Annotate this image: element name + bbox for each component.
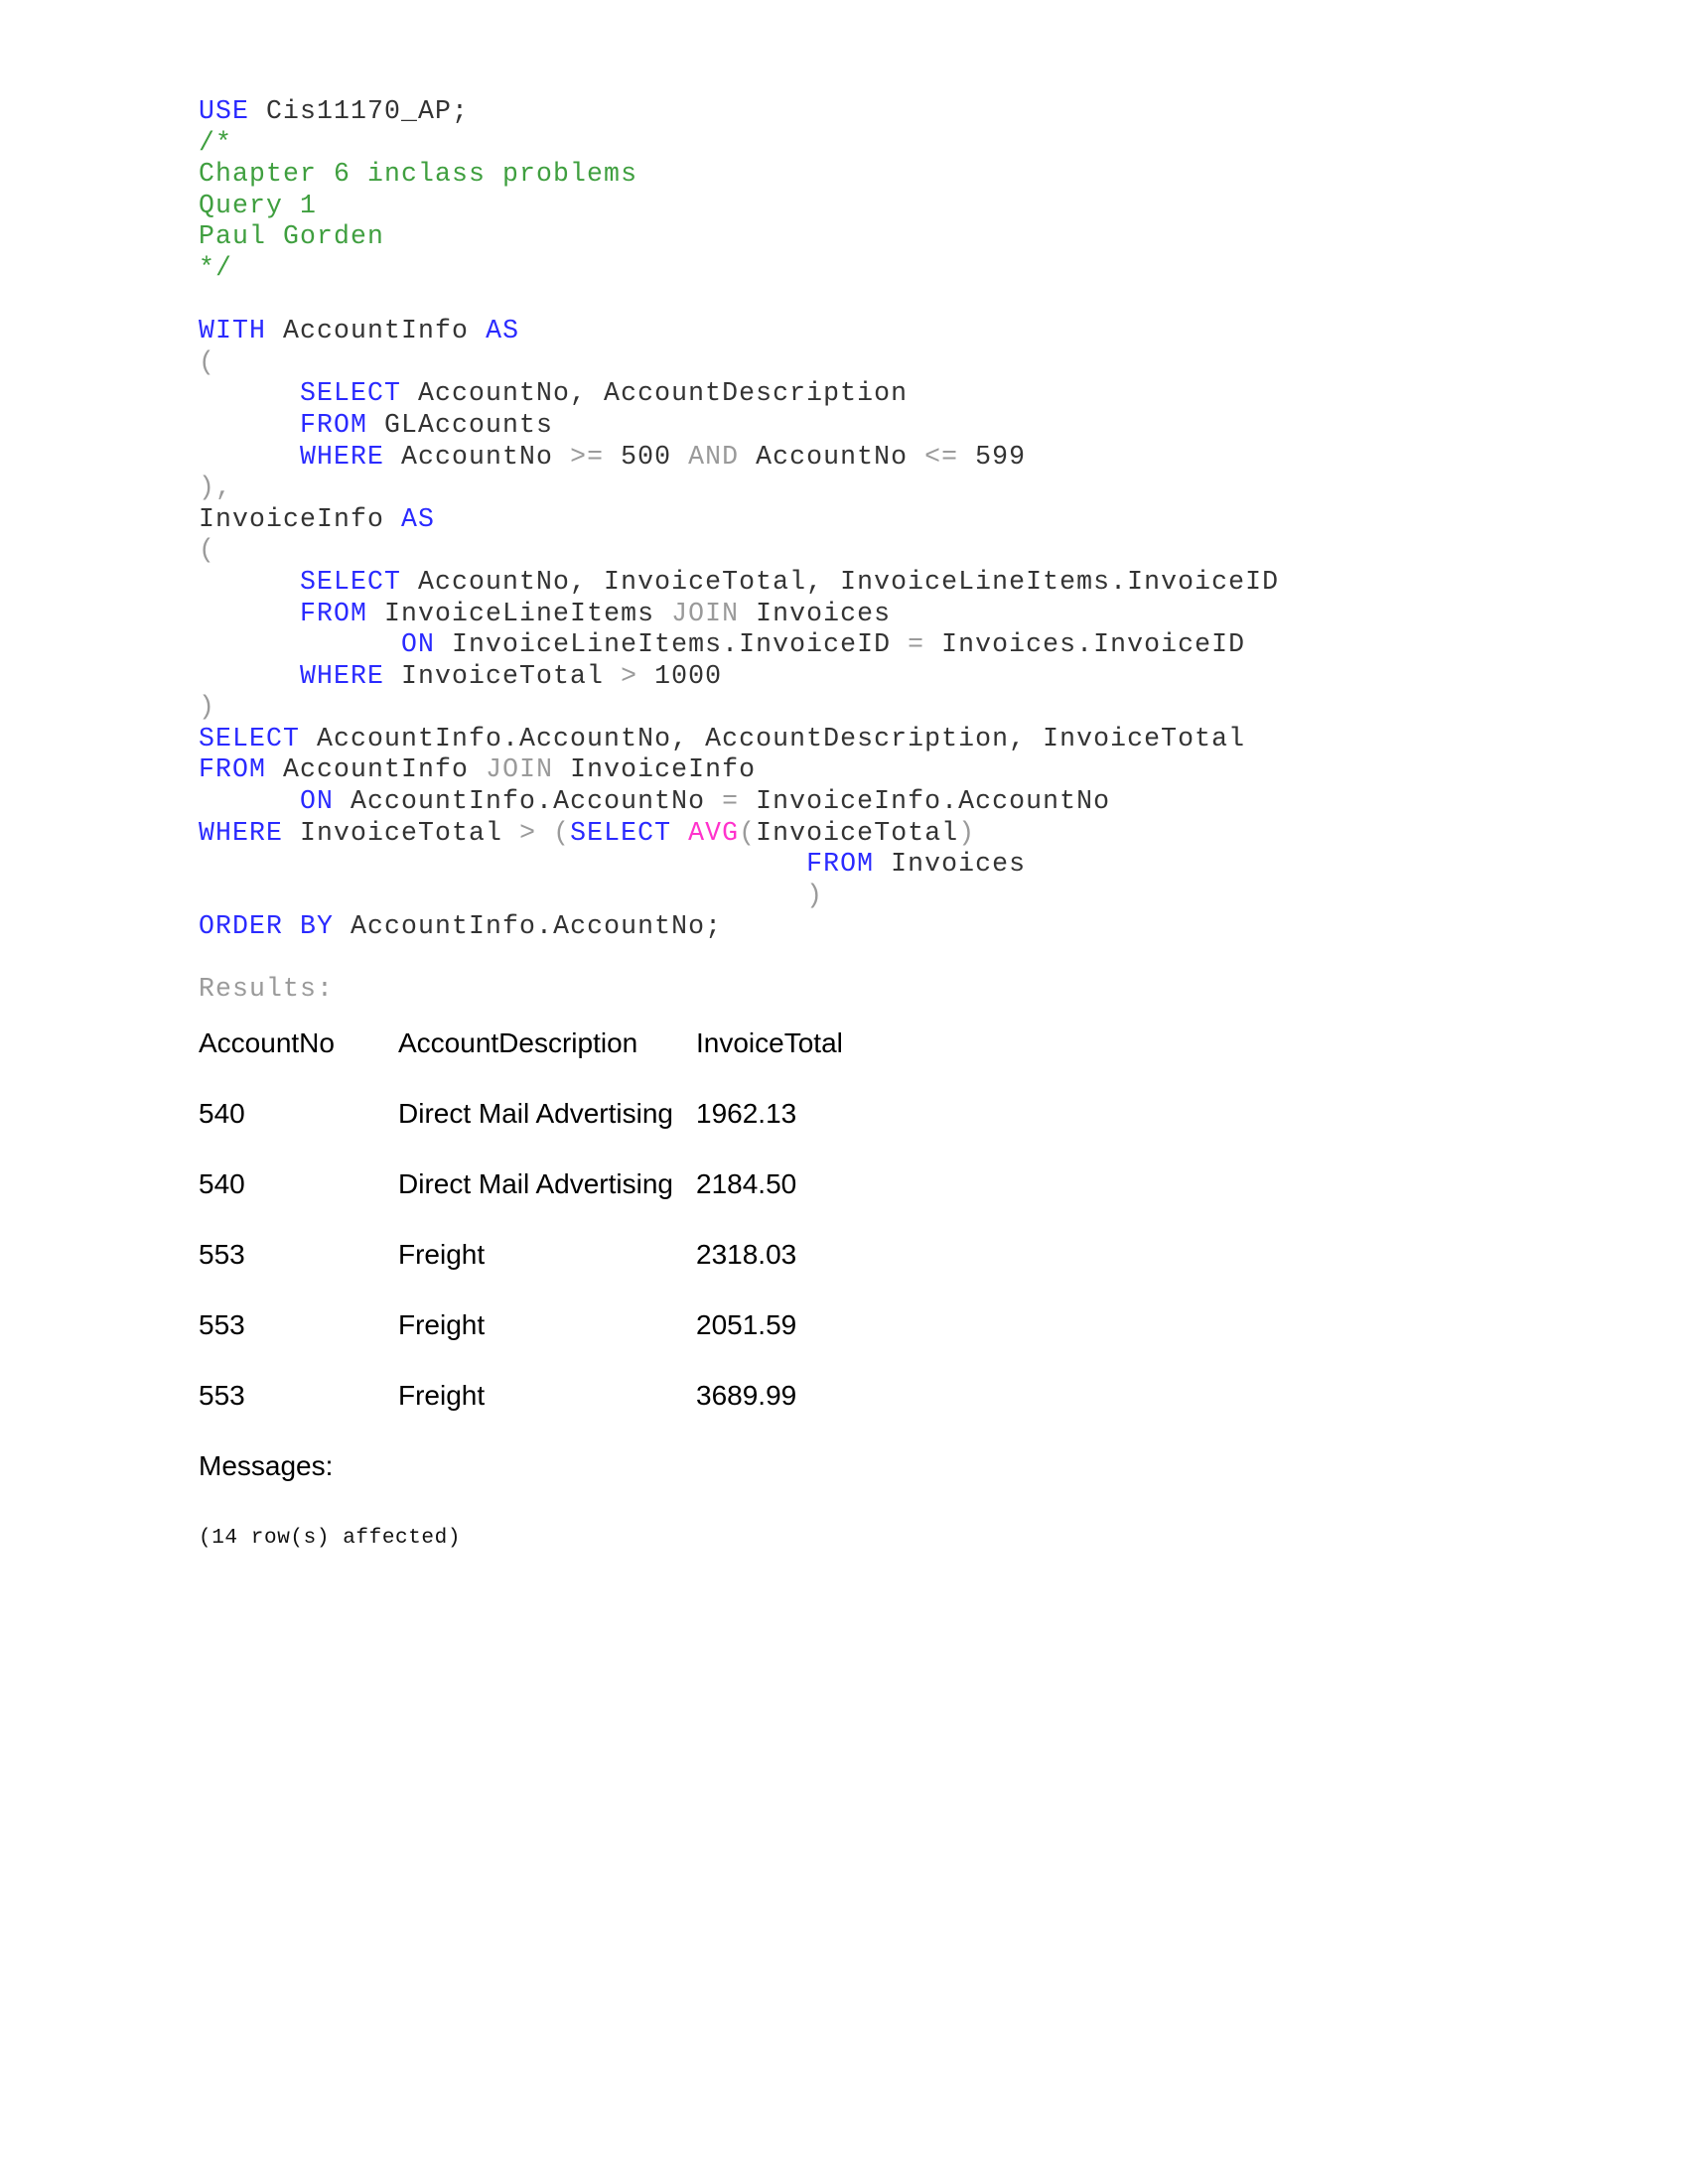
code-line [199,911,1279,943]
sql-text [199,881,806,910]
cell-account-no: 553 [199,1239,245,1270]
sql-text: InvoiceInfo.AccountNo [739,786,1111,817]
cell-account-no: 540 [199,1168,245,1199]
code-line [199,692,1279,724]
header-invoice-total: InvoiceTotal [696,1027,843,1058]
sql-keyword: SELECT [199,723,301,753]
sql-text: AccountInfo.AccountNo, AccountDescription, InvoiceTotal [300,723,1246,753]
table-row [199,1168,875,1239]
code-line [199,285,1279,317]
code-line [199,378,1279,410]
results-label: Results: [199,974,335,1004]
sql-text [199,661,300,691]
sql-keyword: FROM [806,849,875,880]
code-line [199,629,1279,661]
cell-account-no: 553 [199,1309,245,1340]
code-line [199,473,1279,504]
sql-keyword: SELECT [300,378,402,409]
sql-operator: ( [739,817,757,848]
sql-text: InvoiceInfo [553,754,757,785]
header-account-no: AccountNo [199,1027,335,1058]
sql-operator: AND [688,441,740,472]
cell-account-description: Freight [398,1309,486,1340]
sql-text: 1000 [637,660,723,691]
cell-invoice-total: 2051.59 [696,1309,797,1340]
cell-invoice-total: 2318.03 [696,1239,797,1270]
sql-text [199,410,300,440]
sql-keyword: USE [199,96,250,126]
sql-text: InvoiceTotal [756,817,959,848]
messages-label: Messages: [199,1450,334,1481]
sql-operator: <= [924,441,959,472]
sql-keyword: WHERE [199,817,284,848]
sql-operator: > [519,817,537,848]
code-line [199,221,1279,253]
sql-text: Invoices [874,849,1027,880]
table-row [199,1239,875,1309]
sql-keyword: ON [300,786,335,817]
sql-text: InvoiceTotal [384,660,622,691]
sql-operator: ), [199,473,233,503]
sql-text [199,378,300,408]
code-line [199,128,1279,160]
code-line [199,442,1279,474]
sql-text: AccountNo [384,441,571,472]
sql-comment: Query 1 [199,190,318,220]
sql-text: InvoiceInfo [199,503,402,534]
sql-text: AccountInfo [266,754,487,785]
sql-text [199,567,300,597]
code-line [199,410,1279,442]
code-line [199,818,1279,850]
cell-account-description: Direct Mail Advertising [398,1098,673,1129]
cell-account-no: 553 [199,1380,245,1411]
sql-keyword: WHERE [300,660,385,691]
results-header-row [199,1027,875,1098]
sql-comment: */ [199,252,233,283]
sql-code-block [199,96,1279,943]
sql-text: AccountInfo [266,316,487,346]
sql-text: InvoiceLineItems [367,598,672,628]
code-line [199,159,1279,191]
sql-text: Invoices.InvoiceID [924,629,1246,660]
code-line [199,754,1279,786]
code-line [199,849,1279,881]
sql-operator: JOIN [486,754,554,785]
sql-text: AccountInfo.AccountNo [334,786,723,817]
sql-text [199,599,300,628]
sql-operator: ) [199,692,216,723]
sql-keyword: FROM [300,598,368,628]
sql-operator: = [722,786,740,817]
cell-account-no: 540 [199,1098,245,1129]
code-line [199,96,1279,128]
sql-text [536,818,553,848]
sql-keyword: AS [401,503,436,534]
sql-keyword: AS [486,316,520,346]
cell-account-description: Freight [398,1239,486,1270]
sql-comment: Paul Gorden [199,221,385,252]
sql-operator: > [621,660,638,691]
sql-text [199,849,806,879]
sql-keyword: SELECT [300,566,402,597]
cell-account-description: Direct Mail Advertising [398,1168,673,1199]
sql-keyword: ORDER BY [199,911,335,942]
sql-text [199,629,401,659]
results-table [199,1027,875,1450]
sql-text: GLAccounts [367,409,554,440]
sql-text [199,786,300,816]
cell-account-description: Freight [398,1380,486,1411]
sql-operator: ) [958,817,976,848]
sql-text: AccountNo, InvoiceTotal, InvoiceLineItems.InvoiceID [401,566,1280,597]
code-line [199,347,1279,379]
code-line [199,535,1279,567]
sql-text: AccountNo [739,441,925,472]
sql-text [199,442,300,472]
header-account-description: AccountDescription [398,1027,638,1058]
code-line [199,504,1279,536]
sql-keyword: FROM [300,409,368,440]
sql-text: 500 [604,441,689,472]
sql-operator: ( [553,817,571,848]
code-line [199,661,1279,693]
sql-text: Invoices [739,598,892,628]
sql-text: InvoiceTotal [283,817,520,848]
sql-operator: ( [199,346,216,377]
table-row [199,1380,875,1450]
cell-invoice-total: 1962.13 [696,1098,797,1129]
code-line [199,253,1279,285]
sql-function: AVG [688,817,740,848]
sql-keyword: ON [401,629,436,660]
code-line [199,599,1279,630]
code-line [199,191,1279,222]
code-line [199,786,1279,818]
messages-text: (14 row(s) affected) [199,1527,462,1550]
sql-operator: ( [199,535,216,566]
sql-text [671,818,688,848]
sql-operator: ) [806,880,824,910]
cell-invoice-total: 3689.99 [696,1380,797,1411]
table-row [199,1309,875,1380]
sql-text: Cis11170_AP; [249,96,470,126]
sql-keyword: WITH [199,316,267,346]
sql-operator: = [908,629,925,660]
code-line [199,316,1279,347]
code-line [199,567,1279,599]
sql-text: InvoiceLineItems.InvoiceID [435,629,909,660]
sql-text: 599 [958,441,1027,472]
sql-comment: /* [199,127,233,158]
sql-text: AccountInfo.AccountNo; [334,911,723,942]
sql-comment: Chapter 6 inclass problems [199,159,638,190]
table-row [199,1098,875,1168]
code-line [199,881,1279,912]
sql-keyword: WHERE [300,441,385,472]
code-line [199,724,1279,755]
sql-keyword: FROM [199,754,267,785]
sql-operator: >= [570,441,605,472]
sql-operator: JOIN [671,598,740,628]
sql-text: AccountNo, AccountDescription [401,378,909,409]
sql-keyword: SELECT [570,817,672,848]
cell-invoice-total: 2184.50 [696,1168,797,1199]
